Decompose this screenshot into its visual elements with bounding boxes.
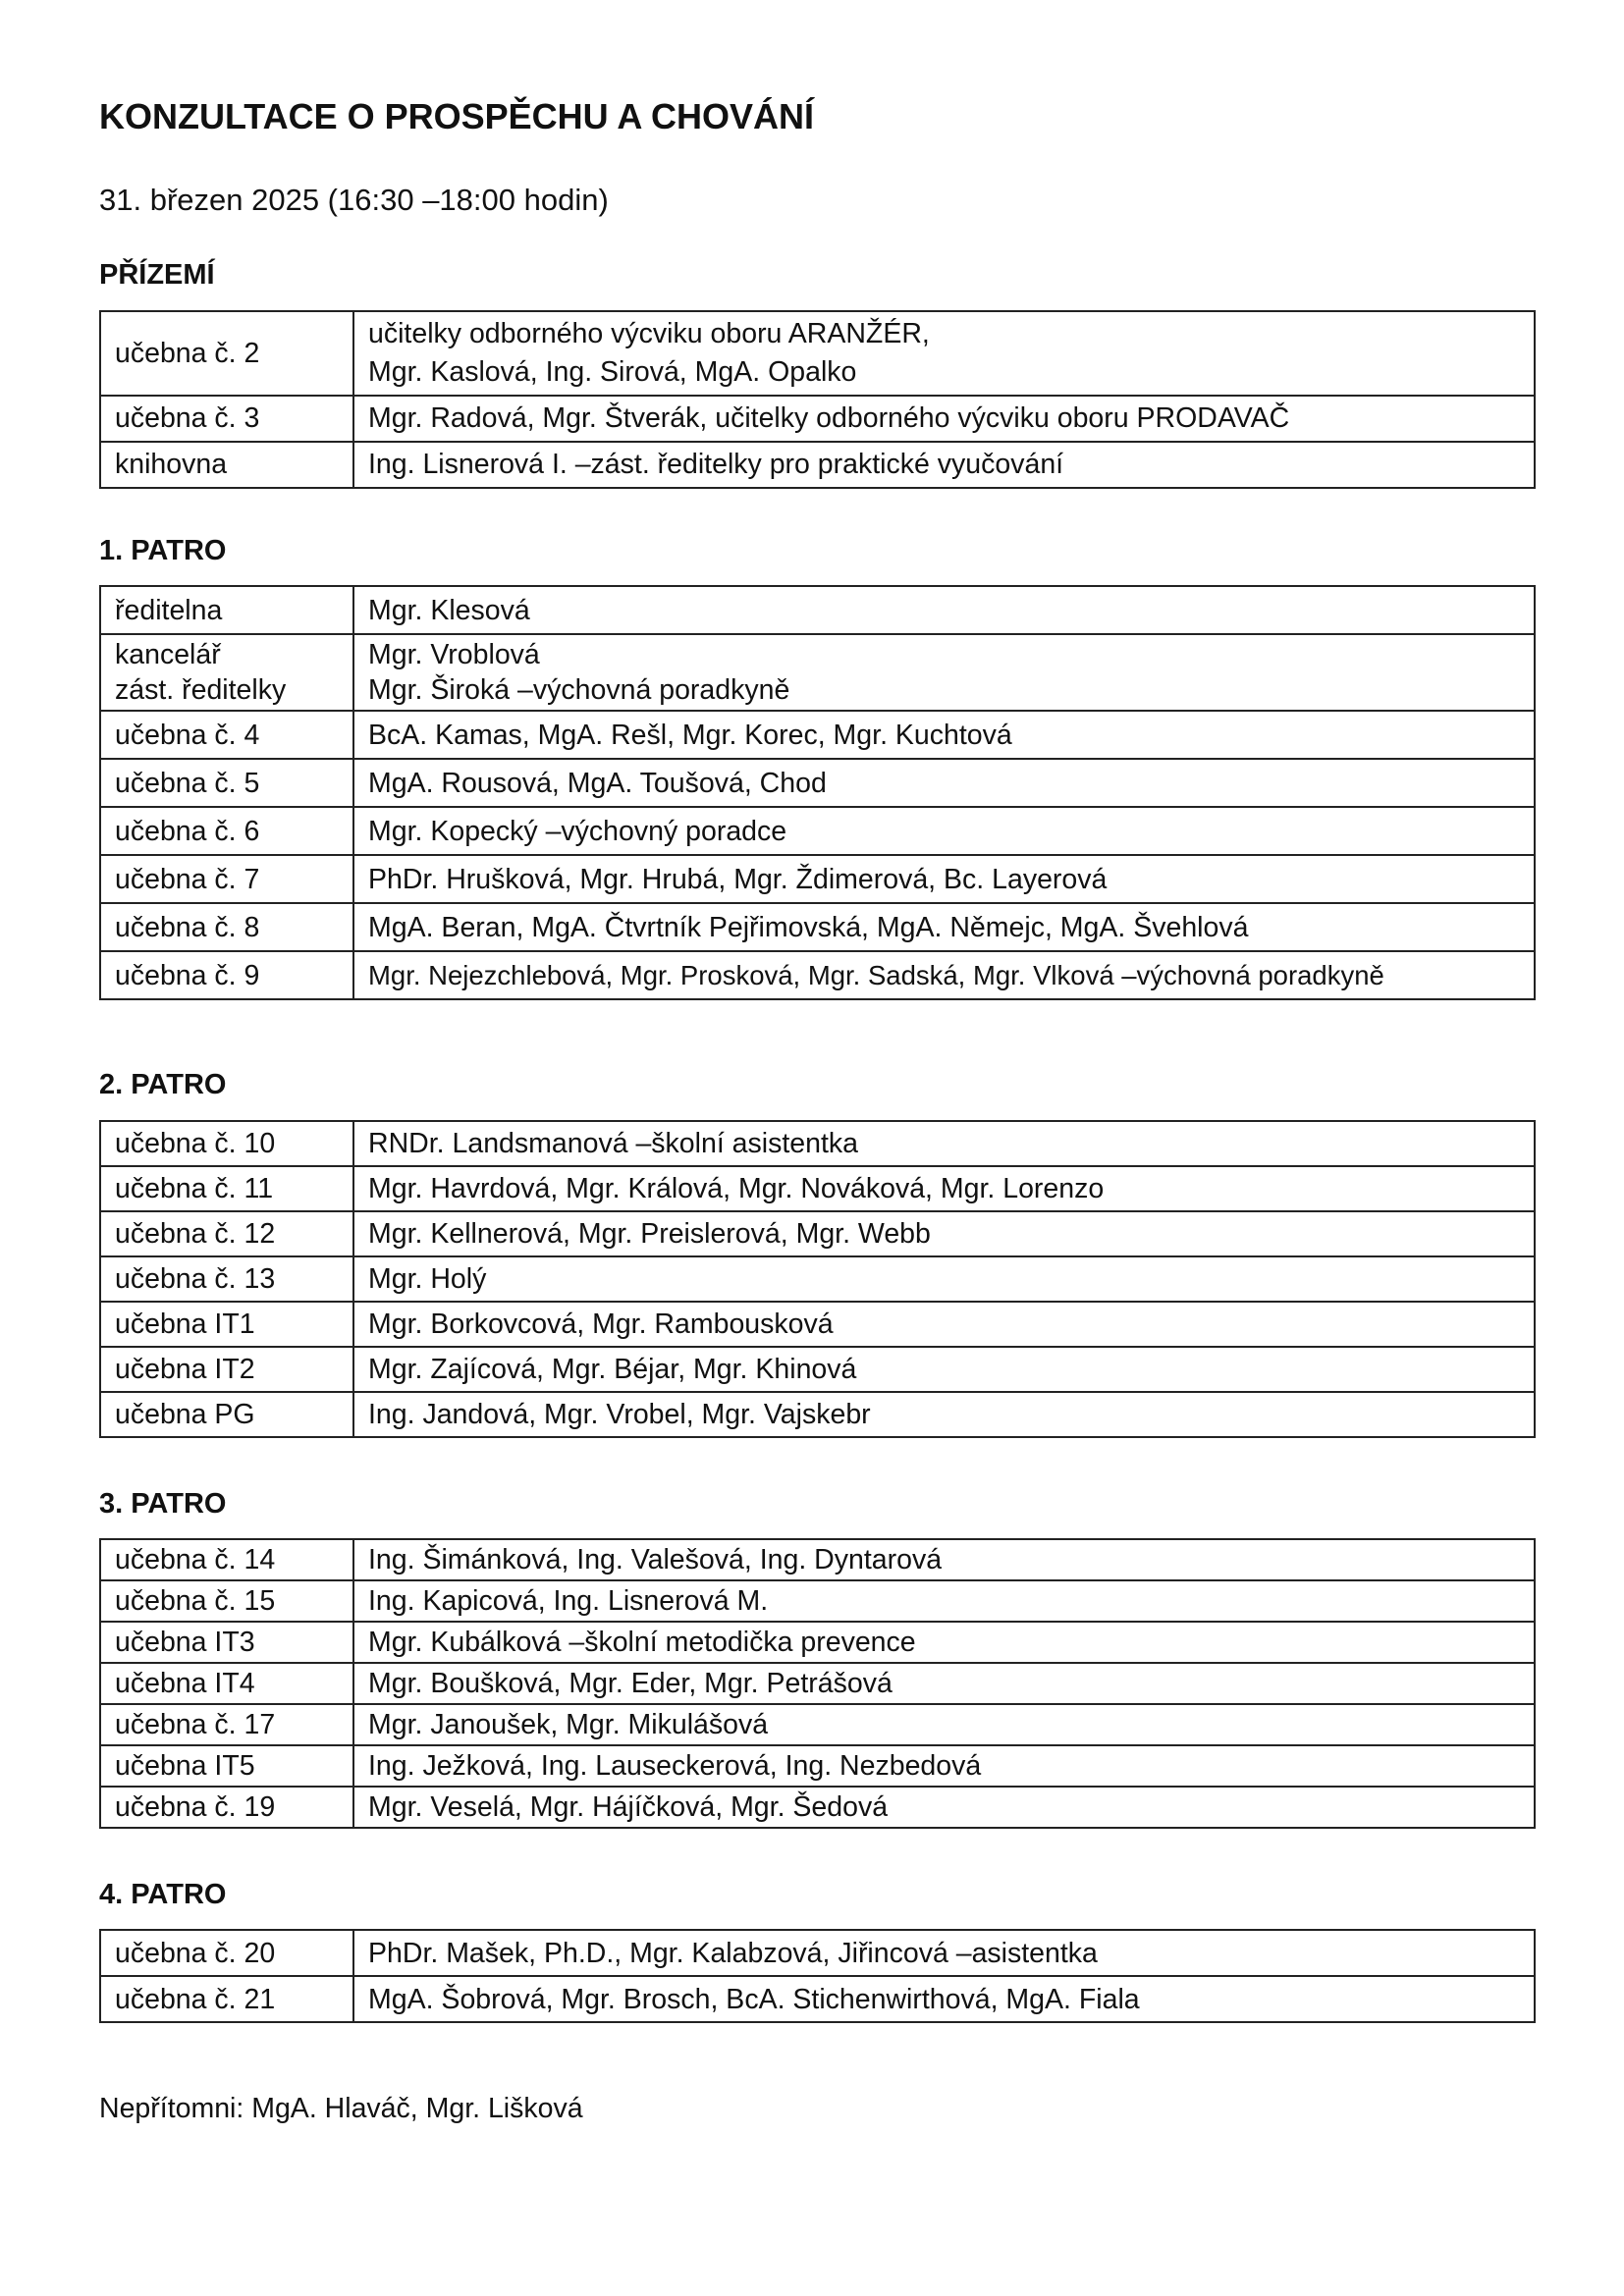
teachers-cell: MgA. Rousová, MgA. Toušová, Chod — [353, 759, 1535, 807]
table-row — [100, 1256, 1535, 1302]
table-row — [100, 1704, 1535, 1745]
room-line: kancelář — [115, 639, 221, 670]
teachers-cell: Mgr. Veselá, Mgr. Hájíčková, Mgr. Šedová — [353, 1787, 1535, 1828]
room-cell: učebna IT2 — [100, 1347, 353, 1392]
teachers-cell: Ing. Šimánková, Ing. Valešová, Ing. Dyntarová — [353, 1539, 1535, 1580]
document-title: KONZULTACE O PROSPĚCHU A CHOVÁNÍ — [99, 96, 815, 136]
table-row — [100, 711, 1535, 759]
rooms-table-4-patro — [99, 1929, 1536, 2023]
teachers-cell: PhDr. Hrušková, Mgr. Hrubá, Mgr. Ždimerová, Bc. Layerová — [353, 855, 1535, 903]
room-cell: ředitelna — [100, 586, 353, 634]
room-cell: učebna IT1 — [100, 1302, 353, 1347]
table-row — [100, 903, 1535, 951]
table-row — [100, 1121, 1535, 1166]
section-heading-prizemi: PŘÍZEMÍ — [99, 259, 215, 291]
table-row — [100, 1347, 1535, 1392]
teachers-cell: Mgr. Radová, Mgr. Štverák, učitelky odborného výcviku oboru PRODAVAČ — [353, 396, 1535, 442]
room-cell: učebna č. 19 — [100, 1787, 353, 1828]
teachers-cell: BcA. Kamas, MgA. Rešl, Mgr. Korec, Mgr. Kuchtová — [353, 711, 1535, 759]
rooms-table-2-patro — [99, 1120, 1536, 1438]
table-row — [100, 1976, 1535, 2022]
room-cell: učebna č. 15 — [100, 1580, 353, 1622]
room-cell: učebna č. 21 — [100, 1976, 353, 2022]
table-row — [100, 311, 1535, 396]
teachers-cell: MgA. Šobrová, Mgr. Brosch, BcA. Stichenwirthová, MgA. Fiala — [353, 1976, 1535, 2022]
teachers-cell: MgA. Beran, MgA. Čtvrtník Pejřimovská, MgA. Němejc, MgA. Švehlová — [353, 903, 1535, 951]
document-date: 31. březen 2025 (16:30 –18:00 hodin) — [99, 183, 609, 217]
table-row — [100, 1745, 1535, 1787]
table-row — [100, 1539, 1535, 1580]
table-row — [100, 586, 1535, 634]
section-heading-4-patro: 4. PATRO — [99, 1879, 227, 1910]
teachers-cell: Mgr. Klesová — [353, 586, 1535, 634]
table-row — [100, 634, 1535, 711]
table-row — [100, 1787, 1535, 1828]
table-row — [100, 855, 1535, 903]
table-row — [100, 396, 1535, 442]
teachers-cell: Mgr. Holý — [353, 1256, 1535, 1302]
teachers-line: Mgr. Široká –výchovná poradkyně — [368, 674, 790, 706]
teachers-cell: RNDr. Landsmanová –školní asistentka — [353, 1121, 1535, 1166]
table-row — [100, 1622, 1535, 1663]
absent-note: Nepřítomni: MgA. Hlaváč, Mgr. Lišková — [99, 2093, 583, 2124]
teachers-cell: PhDr. Mašek, Ph.D., Mgr. Kalabzová, Jiřincová –asistentka — [353, 1930, 1535, 1976]
room-cell: učebna č. 3 — [100, 396, 353, 442]
room-cell: učebna č. 6 — [100, 807, 353, 855]
table-row — [100, 1930, 1535, 1976]
room-cell: učebna č. 9 — [100, 951, 353, 999]
room-cell: učebna IT5 — [100, 1745, 353, 1787]
room-cell: učebna PG — [100, 1392, 353, 1437]
section-heading-1-patro: 1. PATRO — [99, 535, 227, 566]
teachers-cell: Mgr. Kellnerová, Mgr. Preislerová, Mgr. Webb — [353, 1211, 1535, 1256]
section-heading-2-patro: 2. PATRO — [99, 1069, 227, 1100]
teachers-cell: Mgr. Zajícová, Mgr. Béjar, Mgr. Khinová — [353, 1347, 1535, 1392]
room-cell: učebna č. 10 — [100, 1121, 353, 1166]
table-row — [100, 1166, 1535, 1211]
teachers-cell: Mgr. Boušková, Mgr. Eder, Mgr. Petrášová — [353, 1663, 1535, 1704]
room-cell: učebna č. 13 — [100, 1256, 353, 1302]
table-row — [100, 1580, 1535, 1622]
room-line: zást. ředitelky — [115, 674, 287, 706]
teachers-cell: Ing. Ježková, Ing. Lauseckerová, Ing. Nezbedová — [353, 1745, 1535, 1787]
room-cell: učebna č. 20 — [100, 1930, 353, 1976]
table-row — [100, 759, 1535, 807]
room-cell: učebna č. 5 — [100, 759, 353, 807]
rooms-table-1-patro — [99, 585, 1536, 1000]
table-row — [100, 1663, 1535, 1704]
teachers-line: Mgr. Kaslová, Ing. Sirová, MgA. Opalko — [368, 356, 857, 388]
room-cell: učebna IT4 — [100, 1663, 353, 1704]
teachers-cell: Mgr. Janoušek, Mgr. Mikulášová — [353, 1704, 1535, 1745]
room-cell: učebna č. 2 — [100, 311, 353, 396]
table-row — [100, 951, 1535, 999]
teachers-cell: Mgr. Havrdová, Mgr. Králová, Mgr. Nováková, Mgr. Lorenzo — [353, 1166, 1535, 1211]
teachers-cell — [353, 311, 1535, 396]
room-cell: knihovna — [100, 442, 353, 488]
room-cell: učebna č. 4 — [100, 711, 353, 759]
table-row — [100, 442, 1535, 488]
room-cell: učebna č. 17 — [100, 1704, 353, 1745]
rooms-table-prizemi — [99, 310, 1536, 489]
rooms-table-3-patro — [99, 1538, 1536, 1829]
teachers-cell: Ing. Jandová, Mgr. Vrobel, Mgr. Vajskebr — [353, 1392, 1535, 1437]
teachers-cell — [353, 634, 1535, 711]
room-cell: učebna č. 7 — [100, 855, 353, 903]
table-row — [100, 1302, 1535, 1347]
teachers-cell: Mgr. Kubálková –školní metodička prevence — [353, 1622, 1535, 1663]
teachers-cell: Ing. Lisnerová I. –zást. ředitelky pro praktické vyučování — [353, 442, 1535, 488]
table-row — [100, 1392, 1535, 1437]
room-cell: učebna č. 11 — [100, 1166, 353, 1211]
teachers-line: učitelky odborného výcviku oboru ARANŽÉR, — [368, 318, 930, 349]
room-cell: učebna č. 12 — [100, 1211, 353, 1256]
room-cell: učebna IT3 — [100, 1622, 353, 1663]
teachers-cell: Mgr. Nejezchlebová, Mgr. Prosková, Mgr. Sadská, Mgr. Vlková –výchovná poradkyně — [353, 951, 1535, 999]
room-cell: učebna č. 8 — [100, 903, 353, 951]
table-row — [100, 807, 1535, 855]
section-heading-3-patro: 3. PATRO — [99, 1488, 227, 1520]
teachers-line: Mgr. Vroblová — [368, 639, 540, 670]
room-cell — [100, 634, 353, 711]
teachers-cell: Ing. Kapicová, Ing. Lisnerová M. — [353, 1580, 1535, 1622]
teachers-cell: Mgr. Kopecký –výchovný poradce — [353, 807, 1535, 855]
teachers-cell: Mgr. Borkovcová, Mgr. Rambousková — [353, 1302, 1535, 1347]
room-cell: učebna č. 14 — [100, 1539, 353, 1580]
table-row — [100, 1211, 1535, 1256]
